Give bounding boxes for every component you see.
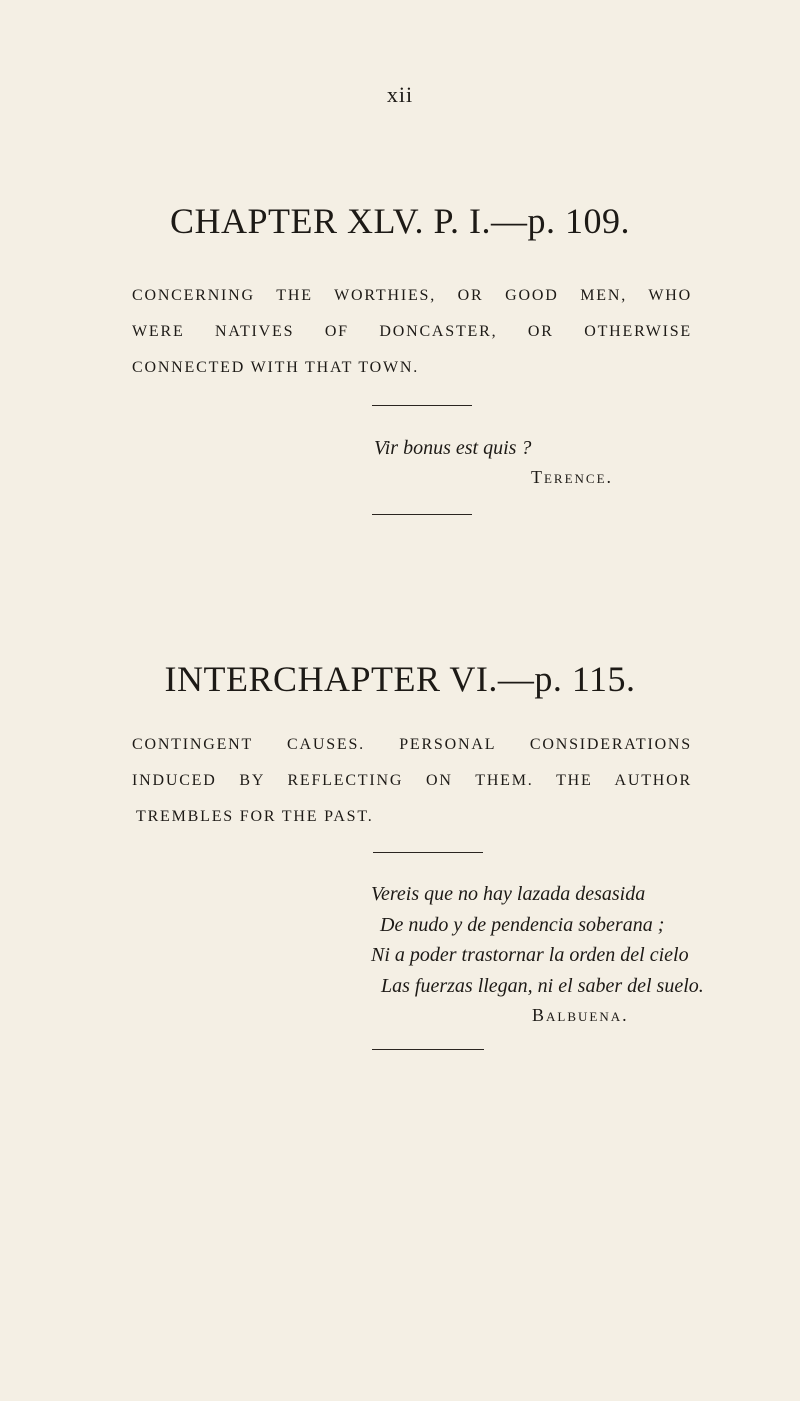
summary-line: INDUCED BY REFLECTING ON THEM. THE AUTHOR	[132, 772, 692, 789]
epigraph-line: De nudo y de pendencia soberana ;	[380, 914, 665, 936]
chapter-summary	[132, 278, 692, 386]
divider-rule	[373, 852, 483, 853]
interchapter-heading: INTERCHAPTER VI.—p. 115.	[164, 659, 636, 699]
divider-rule	[372, 1049, 484, 1050]
page-number: xii	[386, 82, 414, 107]
summary-line: CONNECTED WITH THAT TOWN.	[132, 359, 420, 376]
epigraph-line: Ni a poder trastornar la orden del cielo	[371, 944, 689, 966]
epigraph-attribution: Balbuena.	[532, 1005, 629, 1025]
interchapter-summary	[132, 727, 692, 835]
divider-rule	[372, 405, 472, 406]
epigraph-line: Vereis que no hay lazada desasida	[371, 883, 646, 905]
epigraph-attribution: Terence.	[531, 467, 614, 487]
summary-line: WERE NATIVES OF DONCASTER, OR OTHERWISE	[132, 323, 692, 340]
divider-rule	[372, 514, 472, 515]
summary-line: CONCERNING THE WORTHIES, OR GOOD MEN, WHO	[132, 287, 692, 304]
chapter-heading: CHAPTER XLV. P. I.—p. 109.	[169, 201, 631, 241]
summary-line: TREMBLES FOR THE PAST.	[136, 808, 374, 825]
epigraph-line: Las fuerzas llegan, ni el saber del suelo.	[381, 975, 704, 997]
summary-line: CONTINGENT CAUSES. PERSONAL CONSIDERATIONS	[132, 736, 692, 753]
epigraph-line: Vir bonus est quis ?	[374, 437, 532, 459]
